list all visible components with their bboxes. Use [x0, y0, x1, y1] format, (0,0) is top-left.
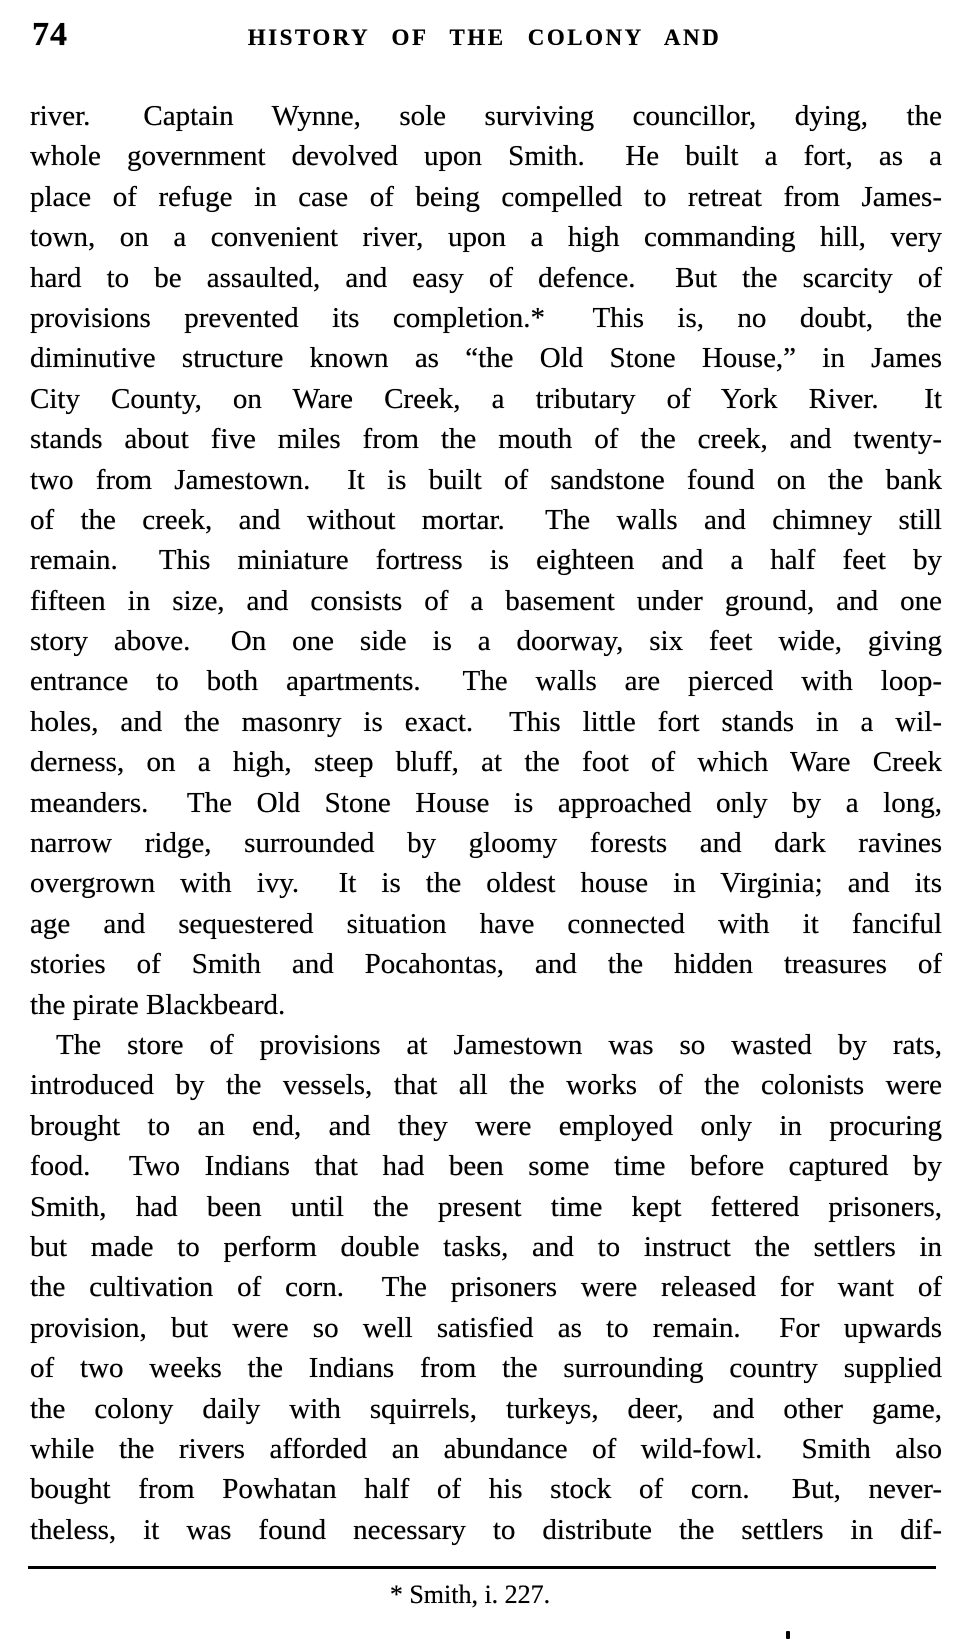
body-text: [30, 96, 942, 1550]
text-line: narrow ridge, surrounded by gloomy forests and dark ravines: [30, 827, 942, 860]
text-line: stories of Smith and Pocahontas, and the hidden treasures of: [30, 948, 942, 981]
text-line: but made to perform double tasks, and to instruct the settlers in: [30, 1230, 942, 1263]
text-line: whole government devolved upon Smith. He built a fort, as a: [30, 140, 942, 173]
text-line: river. Captain Wynne, sole surviving councillor, dying, the: [30, 100, 942, 132]
text-line: while the rivers afforded an abundance of wild-fowl. Smith also: [30, 1432, 942, 1465]
text-line: entrance to both apartments. The walls are pierced with loop-: [30, 665, 942, 698]
page-number: 74: [32, 16, 68, 53]
text-line: story above. On one side is a doorway, six feet wide, giving: [30, 625, 942, 658]
text-line: Smith, had been until the present time kept fettered prisoners,: [30, 1190, 942, 1223]
text-line: bought from Powhatan half of his stock of corn. But, never-: [30, 1473, 942, 1506]
text-line: The store of provisions at Jamestown was so wasted by rats,: [56, 1028, 942, 1061]
text-line: the colony daily with squirrels, turkeys, deer, and other game,: [30, 1392, 942, 1425]
text-line: derness, on a high, steep bluff, at the foot of which Ware Creek: [30, 746, 942, 779]
text-line: fifteen in size, and consists of a basement under ground, and one: [30, 584, 942, 617]
text-line: the cultivation of corn. The prisoners were released for want of: [30, 1271, 942, 1304]
text-line: City County, on Ware Creek, a tributary of York River. It: [30, 382, 942, 415]
text-line: of two weeks the Indians from the surrounding country supplied: [30, 1352, 942, 1385]
text-line: introduced by the vessels, that all the works of the colonists were: [30, 1069, 942, 1102]
text-line: food. Two Indians that had been some time before captured by: [30, 1150, 942, 1183]
text-line: meanders. The Old Stone House is approached only by a long,: [30, 786, 942, 819]
text-line: remain. This miniature fortress is eighteen and a half feet by: [30, 544, 942, 577]
text-line: the pirate Blackbeard.: [30, 988, 286, 1021]
running-header: HISTORY OF THE COLONY AND: [247, 25, 722, 50]
text-line: hard to be assaulted, and easy of defence. But the scarcity of: [30, 261, 942, 294]
text-line: provisions prevented its completion.* This is, no doubt, the: [30, 301, 942, 334]
text-line: holes, and the masonry is exact. This little fort stands in a wil-: [30, 705, 942, 738]
text-line: overgrown with ivy. It is the oldest house in Virginia; and its: [30, 867, 942, 900]
text-line: of the creek, and without mortar. The walls and chimney still: [30, 503, 942, 536]
footnote: * Smith, i. 227.: [389, 1580, 551, 1609]
text-line: stands about five miles from the mouth of the creek, and twenty-: [30, 423, 942, 456]
text-line: provision, but were so well satisfied as to remain. For upwards: [30, 1311, 942, 1344]
text-line: brought to an end, and they were employed only in procuring: [30, 1109, 942, 1142]
text-line: age and sequestered situation have connected with it fanciful: [30, 907, 942, 940]
text-line: two from Jamestown. It is built of sandstone found on the bank: [30, 463, 942, 496]
text-line: theless, it was found necessary to distribute the settlers in dif-: [30, 1513, 942, 1546]
text-line: town, on a convenient river, upon a high commanding hill, very: [30, 221, 942, 254]
scan-speck: [786, 1631, 790, 1639]
text-line: place of refuge in case of being compelled to retreat from James-: [30, 180, 942, 213]
text-line: diminutive structure known as “the Old Stone House,” in James: [30, 342, 942, 375]
footnote-rule: [28, 1566, 936, 1569]
